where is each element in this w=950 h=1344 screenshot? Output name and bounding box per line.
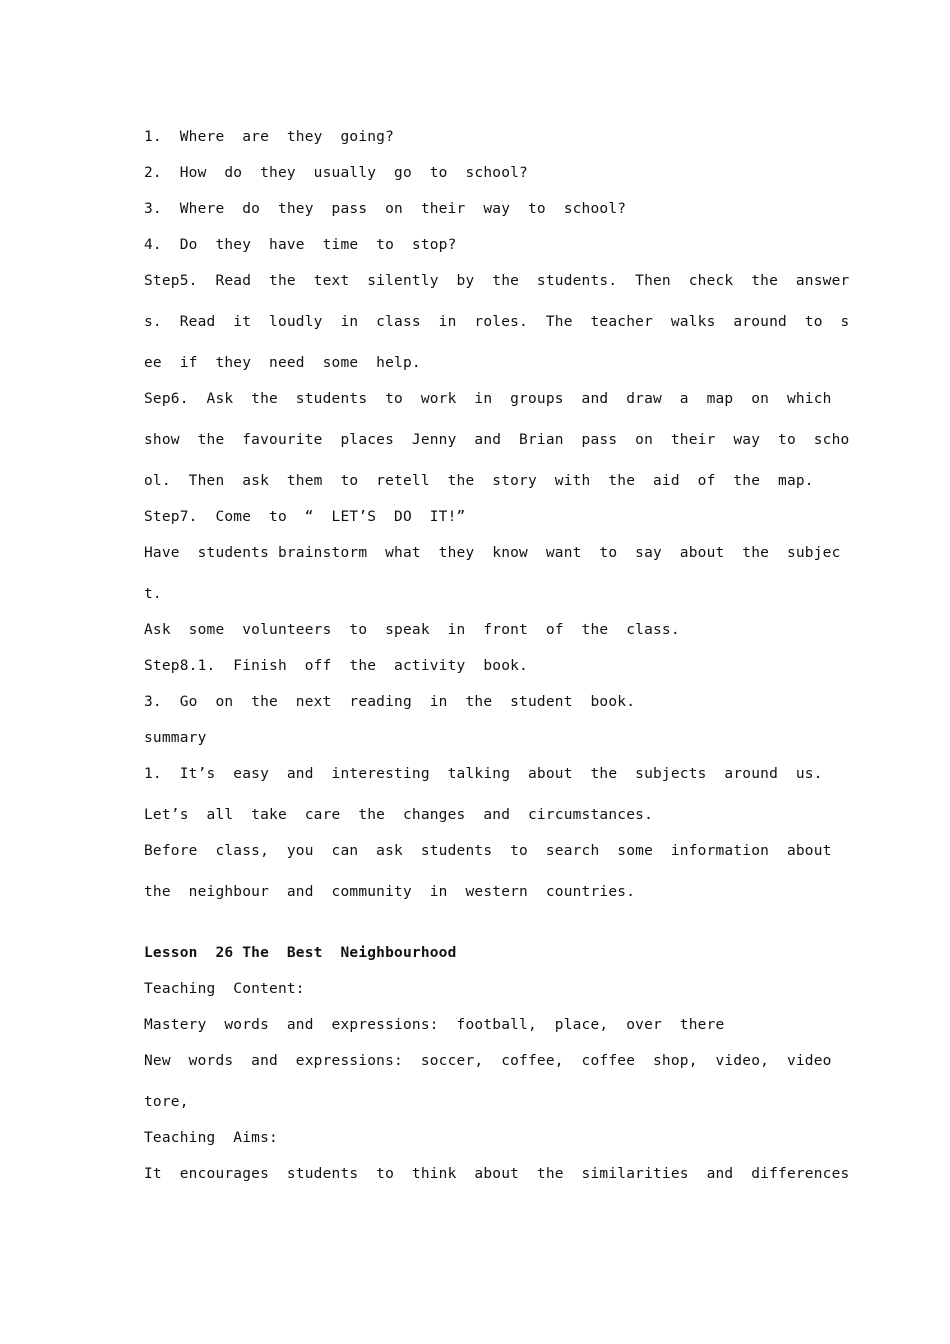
step7-line-3: Ask some volunteers to speak in front of the class.	[144, 622, 680, 638]
summary-line-4: the neighbour and community in western countries.	[144, 884, 636, 900]
step5-line-3: ee if they need some help.	[144, 355, 421, 371]
lesson-title: Lesson 26 The Best Neighbourhood	[144, 945, 457, 961]
step8-line-2: 3. Go on the next reading in the student book.	[144, 694, 636, 710]
step6-line-3: ol. Then ask them to retell the story with the aid of the map.	[144, 473, 814, 489]
new-words-line-1: New words and expressions: soccer, coffee, coffee shop, video, video	[144, 1053, 832, 1069]
step8-line-1: Step8.1. Finish off the activity book.	[144, 658, 528, 674]
question-1: 1. Where are they going?	[144, 129, 395, 145]
mastery-words: Mastery words and expressions: football, place, over there	[144, 1017, 725, 1033]
step6-line-1: Sep6. Ask the students to work in groups and draw a map on which	[144, 391, 832, 407]
step7-heading: Step7. Come to “ LET’S DO IT!”	[144, 509, 466, 525]
step5-line-1: Step5. Read the text silently by the students. Then check the answer	[144, 273, 850, 289]
new-words-line-2: tore,	[144, 1094, 189, 1110]
teaching-aims-line-1: It encourages students to think about the similarities and differences	[144, 1166, 850, 1182]
step5-line-2: s. Read it loudly in class in roles. The teacher walks around to s	[144, 314, 850, 330]
summary-line-3: Before class, you can ask students to search some information about	[144, 843, 832, 859]
teaching-content-label: Teaching Content:	[144, 981, 305, 997]
step7-line-1: Have students brainstorm what they know want to say about the subjec	[144, 545, 841, 561]
question-4: 4. Do they have time to stop?	[144, 237, 457, 253]
step7-line-2: t.	[144, 586, 162, 602]
teaching-aims-label: Teaching Aims:	[144, 1130, 278, 1146]
summary-line-2: Let’s all take care the changes and circumstances.	[144, 807, 653, 823]
summary-line-1: 1. It’s easy and interesting talking about the subjects around us.	[144, 766, 823, 782]
question-2: 2. How do they usually go to school?	[144, 165, 528, 181]
summary-heading: summary	[144, 730, 207, 746]
question-3: 3. Where do they pass on their way to school?	[144, 201, 627, 217]
step6-line-2: show the favourite places Jenny and Brian pass on their way to scho	[144, 432, 850, 448]
